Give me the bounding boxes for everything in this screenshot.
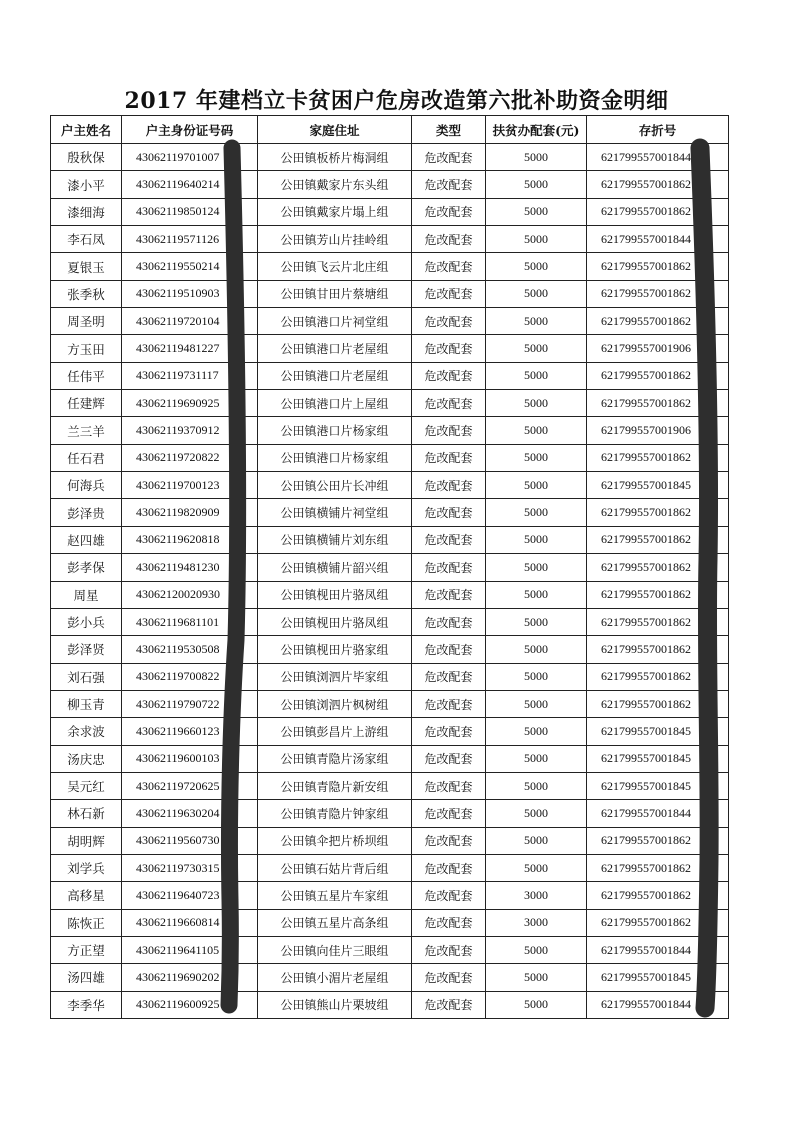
table-row: [51, 882, 729, 909]
table-row: [51, 335, 729, 362]
table-row: [51, 581, 729, 608]
owner-id-cell: 43062119720822: [122, 444, 258, 471]
owner-name-cell: 周圣明: [51, 308, 122, 335]
owner-id-cell: 43062119640214: [122, 171, 258, 198]
subsidy-amount-cell: 5000: [486, 472, 587, 499]
table-row: [51, 390, 729, 417]
header-row: [51, 116, 729, 144]
subsidy-amount-cell: 5000: [486, 390, 587, 417]
subsidy-type-cell: 危改配套: [412, 991, 486, 1018]
owner-id-cell: 43062119641105: [122, 936, 258, 963]
owner-id-cell: 43062119720625: [122, 772, 258, 799]
subsidy-amount-cell: 5000: [486, 745, 587, 772]
home-address-cell: 公田镇五星片车家组: [258, 882, 412, 909]
owner-id-cell: 43062119660123: [122, 718, 258, 745]
home-address-cell: 公田镇横铺片韶兴组: [258, 554, 412, 581]
table-row: [51, 362, 729, 389]
owner-name-cell: 方玉田: [51, 335, 122, 362]
subsidy-amount-cell: 5000: [486, 362, 587, 389]
table-row: [51, 663, 729, 690]
home-address-cell: 公田镇港口片老屋组: [258, 335, 412, 362]
subsidy-type-cell: 危改配套: [412, 745, 486, 772]
owner-name-cell: 周星: [51, 581, 122, 608]
subsidy-amount-cell: 5000: [486, 280, 587, 307]
bankbook-number-cell: 621799557001845: [587, 472, 729, 499]
owner-id-cell: 43062119571126: [122, 226, 258, 253]
table-row: [51, 936, 729, 963]
owner-id-cell: 43062119560730: [122, 827, 258, 854]
owner-id-cell: 43062119731117: [122, 362, 258, 389]
table-row: [51, 308, 729, 335]
home-address-cell: 公田镇彭昌片上游组: [258, 718, 412, 745]
table-row: [51, 417, 729, 444]
subsidy-amount-cell: 5000: [486, 636, 587, 663]
owner-id-cell: 43062119730315: [122, 854, 258, 881]
bankbook-number-cell: 621799557001862: [587, 690, 729, 717]
table-row: [51, 226, 729, 253]
table-row: [51, 964, 729, 991]
owner-name-cell: 方正望: [51, 936, 122, 963]
subsidy-amount-cell: 5000: [486, 499, 587, 526]
bankbook-number-cell: 621799557001862: [587, 608, 729, 635]
table-row: [51, 144, 729, 171]
table-body: [51, 144, 729, 1019]
owner-id-cell: 43062119790722: [122, 690, 258, 717]
owner-name-cell: 任伟平: [51, 362, 122, 389]
subsidy-type-cell: 危改配套: [412, 636, 486, 663]
subsidy-type-cell: 危改配套: [412, 226, 486, 253]
owner-name-cell: 兰三羊: [51, 417, 122, 444]
subsidy-type-cell: 危改配套: [412, 417, 486, 444]
bankbook-number-cell: 621799557001862: [587, 171, 729, 198]
owner-id-cell: 43062119481230: [122, 554, 258, 581]
table-row: [51, 690, 729, 717]
owner-id-cell: 43062119700123: [122, 472, 258, 499]
table-row: [51, 718, 729, 745]
owner-name-cell: 赵四雄: [51, 526, 122, 553]
owner-name-cell: 刘石强: [51, 663, 122, 690]
home-address-cell: 公田镇港口片祠堂组: [258, 308, 412, 335]
owner-id-cell: 43062119630204: [122, 800, 258, 827]
bankbook-number-cell: 621799557001862: [587, 526, 729, 553]
owner-name-cell: 胡明辉: [51, 827, 122, 854]
bankbook-number-cell: 621799557001862: [587, 854, 729, 881]
table-row: [51, 444, 729, 471]
subsidy-amount-cell: 5000: [486, 991, 587, 1018]
subsidy-amount-cell: 5000: [486, 198, 587, 225]
home-address-cell: 公田镇横铺片刘东组: [258, 526, 412, 553]
home-address-cell: 公田镇港口片老屋组: [258, 362, 412, 389]
bankbook-number-cell: 621799557001845: [587, 718, 729, 745]
bankbook-number-cell: 621799557001862: [587, 308, 729, 335]
home-address-cell: 公田镇港口片上屋组: [258, 390, 412, 417]
subsidy-amount-cell: 5000: [486, 690, 587, 717]
owner-name-cell: 彭孝保: [51, 554, 122, 581]
owner-name-cell: 刘学兵: [51, 854, 122, 881]
bankbook-number-cell: 621799557001862: [587, 362, 729, 389]
owner-name-cell: 任石君: [51, 444, 122, 471]
home-address-cell: 公田镇小湄片老屋组: [258, 964, 412, 991]
owner-name-cell: 高移星: [51, 882, 122, 909]
bankbook-number-cell: 621799557001845: [587, 964, 729, 991]
bankbook-number-cell: 621799557001862: [587, 253, 729, 280]
table-row: [51, 198, 729, 225]
subsidy-amount-cell: 3000: [486, 909, 587, 936]
header-id: 户主身份证号码: [122, 116, 258, 144]
subsidy-amount-cell: 5000: [486, 526, 587, 553]
header-address: 家庭住址: [258, 116, 412, 144]
subsidy-type-cell: 危改配套: [412, 854, 486, 881]
subsidy-type-cell: 危改配套: [412, 909, 486, 936]
bankbook-number-cell: 621799557001862: [587, 581, 729, 608]
table-row: [51, 991, 729, 1018]
subsidy-amount-cell: 5000: [486, 608, 587, 635]
home-address-cell: 公田镇戴家片东头组: [258, 171, 412, 198]
subsidy-type-cell: 危改配套: [412, 362, 486, 389]
bankbook-number-cell: 621799557001862: [587, 882, 729, 909]
subsidy-amount-cell: 5000: [486, 827, 587, 854]
subsidy-amount-cell: 5000: [486, 335, 587, 362]
home-address-cell: 公田镇浏泗片枫树组: [258, 690, 412, 717]
owner-id-cell: 43062119370912: [122, 417, 258, 444]
table-row: [51, 772, 729, 799]
owner-name-cell: 彭泽贤: [51, 636, 122, 663]
bankbook-number-cell: 621799557001862: [587, 636, 729, 663]
home-address-cell: 公田镇港口片杨家组: [258, 417, 412, 444]
subsidy-amount-cell: 5000: [486, 581, 587, 608]
subsidy-type-cell: 危改配套: [412, 581, 486, 608]
bankbook-number-cell: 621799557001862: [587, 390, 729, 417]
owner-id-cell: 43062119481227: [122, 335, 258, 362]
owner-name-cell: 漆小平: [51, 171, 122, 198]
home-address-cell: 公田镇飞云片北庄组: [258, 253, 412, 280]
home-address-cell: 公田镇浏泗片毕家组: [258, 663, 412, 690]
owner-name-cell: 余求波: [51, 718, 122, 745]
owner-id-cell: 43062119600925: [122, 991, 258, 1018]
bankbook-number-cell: 621799557001844: [587, 800, 729, 827]
subsidy-amount-cell: 5000: [486, 663, 587, 690]
table-row: [51, 854, 729, 881]
owner-id-cell: 43062119660814: [122, 909, 258, 936]
owner-id-cell: 43062119510903: [122, 280, 258, 307]
subsidy-amount-cell: 5000: [486, 964, 587, 991]
subsidy-amount-cell: 5000: [486, 444, 587, 471]
home-address-cell: 公田镇横铺片祠堂组: [258, 499, 412, 526]
subsidy-type-cell: 危改配套: [412, 171, 486, 198]
bankbook-number-cell: 621799557001862: [587, 499, 729, 526]
home-address-cell: 公田镇港口片杨家组: [258, 444, 412, 471]
subsidy-type-cell: 危改配套: [412, 827, 486, 854]
subsidy-type-cell: 危改配套: [412, 554, 486, 581]
subsidy-type-cell: 危改配套: [412, 253, 486, 280]
home-address-cell: 公田镇板桥片梅洞组: [258, 144, 412, 171]
owner-name-cell: 柳玉青: [51, 690, 122, 717]
owner-id-cell: 43062119640723: [122, 882, 258, 909]
table-row: [51, 526, 729, 553]
owner-name-cell: 汤庆忠: [51, 745, 122, 772]
owner-name-cell: 何海兵: [51, 472, 122, 499]
table-row: [51, 171, 729, 198]
home-address-cell: 公田镇伞把片桥坝组: [258, 827, 412, 854]
bankbook-number-cell: 621799557001906: [587, 335, 729, 362]
owner-id-cell: 43062119600103: [122, 745, 258, 772]
home-address-cell: 公田镇青隐片新安组: [258, 772, 412, 799]
header-amount: 扶贫办配套(元): [486, 116, 587, 144]
subsidy-type-cell: 危改配套: [412, 335, 486, 362]
owner-name-cell: 夏银玉: [51, 253, 122, 280]
table-row: [51, 636, 729, 663]
owner-id-cell: 43062119700822: [122, 663, 258, 690]
home-address-cell: 公田镇枧田片骆凤组: [258, 608, 412, 635]
subsidy-type-cell: 危改配套: [412, 198, 486, 225]
subsidy-type-cell: 危改配套: [412, 472, 486, 499]
table-row: [51, 800, 729, 827]
home-address-cell: 公田镇甘田片蔡塘组: [258, 280, 412, 307]
home-address-cell: 公田镇青隐片钟家组: [258, 800, 412, 827]
subsidy-type-cell: 危改配套: [412, 800, 486, 827]
owner-id-cell: 43062119690202: [122, 964, 258, 991]
owner-id-cell: 43062119681101: [122, 608, 258, 635]
subsidy-type-cell: 危改配套: [412, 663, 486, 690]
table-row: [51, 253, 729, 280]
home-address-cell: 公田镇枧田片骆家组: [258, 636, 412, 663]
table-row: [51, 554, 729, 581]
owner-name-cell: 汤四雄: [51, 964, 122, 991]
subsidy-amount-cell: 5000: [486, 144, 587, 171]
subsidy-type-cell: 危改配套: [412, 280, 486, 307]
home-address-cell: 公田镇公田片长冲组: [258, 472, 412, 499]
bankbook-number-cell: 621799557001862: [587, 280, 729, 307]
bankbook-number-cell: 621799557001844: [587, 936, 729, 963]
owner-name-cell: 吴元红: [51, 772, 122, 799]
bankbook-number-cell: 621799557001862: [587, 909, 729, 936]
owner-name-cell: 李石凤: [51, 226, 122, 253]
owner-name-cell: 张季秋: [51, 280, 122, 307]
subsidy-type-cell: 危改配套: [412, 444, 486, 471]
owner-name-cell: 彭小兵: [51, 608, 122, 635]
owner-id-cell: 43062119720104: [122, 308, 258, 335]
subsidy-amount-cell: 5000: [486, 936, 587, 963]
owner-id-cell: 43062120020930: [122, 581, 258, 608]
home-address-cell: 公田镇青隐片汤家组: [258, 745, 412, 772]
owner-id-cell: 43062119690925: [122, 390, 258, 417]
owner-name-cell: 李季华: [51, 991, 122, 1018]
subsidy-amount-cell: 5000: [486, 226, 587, 253]
bankbook-number-cell: 621799557001844: [587, 226, 729, 253]
table-row: [51, 472, 729, 499]
owner-id-cell: 43062119530508: [122, 636, 258, 663]
subsidy-amount-cell: 5000: [486, 308, 587, 335]
subsidy-amount-cell: 5000: [486, 718, 587, 745]
owner-name-cell: 任建辉: [51, 390, 122, 417]
document-title: 2017 年建档立卡贫困户危房改造第六批补助资金明细: [124, 88, 669, 114]
table-row: [51, 745, 729, 772]
bankbook-number-cell: 621799557001862: [587, 198, 729, 225]
subsidy-amount-cell: 5000: [486, 417, 587, 444]
header-account: 存折号: [587, 116, 729, 144]
bankbook-number-cell: 621799557001862: [587, 444, 729, 471]
owner-name-cell: 林石新: [51, 800, 122, 827]
home-address-cell: 公田镇五星片高条组: [258, 909, 412, 936]
owner-id-cell: 43062119620818: [122, 526, 258, 553]
home-address-cell: 公田镇芳山片挂岭组: [258, 226, 412, 253]
home-address-cell: 公田镇熊山片栗坡组: [258, 991, 412, 1018]
subsidy-amount-cell: 5000: [486, 772, 587, 799]
subsidy-type-cell: 危改配套: [412, 936, 486, 963]
owner-id-cell: 43062119550214: [122, 253, 258, 280]
home-address-cell: 公田镇戴家片塌上组: [258, 198, 412, 225]
subsidy-type-cell: 危改配套: [412, 882, 486, 909]
bankbook-number-cell: 621799557001906: [587, 417, 729, 444]
table-row: [51, 608, 729, 635]
subsidy-type-cell: 危改配套: [412, 526, 486, 553]
owner-id-cell: 43062119701007: [122, 144, 258, 171]
owner-name-cell: 陈恢正: [51, 909, 122, 936]
subsidy-amount-cell: 5000: [486, 171, 587, 198]
owner-name-cell: 彭泽贵: [51, 499, 122, 526]
bankbook-number-cell: 621799557001844: [587, 144, 729, 171]
owner-id-cell: 43062119820909: [122, 499, 258, 526]
subsidy-type-cell: 危改配套: [412, 718, 486, 745]
header-type: 类型: [412, 116, 486, 144]
subsidy-type-cell: 危改配套: [412, 499, 486, 526]
table-row: [51, 827, 729, 854]
subsidy-amount-cell: 5000: [486, 854, 587, 881]
subsidy-type-cell: 危改配套: [412, 772, 486, 799]
table-row: [51, 909, 729, 936]
subsidy-type-cell: 危改配套: [412, 308, 486, 335]
subsidy-type-cell: 危改配套: [412, 608, 486, 635]
table-row: [51, 280, 729, 307]
owner-id-cell: 43062119850124: [122, 198, 258, 225]
subsidy-type-cell: 危改配套: [412, 964, 486, 991]
bankbook-number-cell: 621799557001845: [587, 745, 729, 772]
subsidy-amount-cell: 3000: [486, 882, 587, 909]
subsidy-type-cell: 危改配套: [412, 390, 486, 417]
home-address-cell: 公田镇石姑片背后组: [258, 854, 412, 881]
home-address-cell: 公田镇枧田片骆凤组: [258, 581, 412, 608]
header-name: 户主姓名: [51, 116, 122, 144]
subsidy-type-cell: 危改配套: [412, 690, 486, 717]
bankbook-number-cell: 621799557001862: [587, 663, 729, 690]
bankbook-number-cell: 621799557001844: [587, 991, 729, 1018]
subsidy-amount-cell: 5000: [486, 554, 587, 581]
subsidy-amount-cell: 5000: [486, 800, 587, 827]
bankbook-number-cell: 621799557001862: [587, 827, 729, 854]
owner-name-cell: 漆细海: [51, 198, 122, 225]
bankbook-number-cell: 621799557001862: [587, 554, 729, 581]
subsidy-table: [50, 115, 729, 1019]
home-address-cell: 公田镇向佳片三眼组: [258, 936, 412, 963]
bankbook-number-cell: 621799557001845: [587, 772, 729, 799]
owner-name-cell: 殷秋保: [51, 144, 122, 171]
subsidy-type-cell: 危改配套: [412, 144, 486, 171]
table-row: [51, 499, 729, 526]
subsidy-amount-cell: 5000: [486, 253, 587, 280]
